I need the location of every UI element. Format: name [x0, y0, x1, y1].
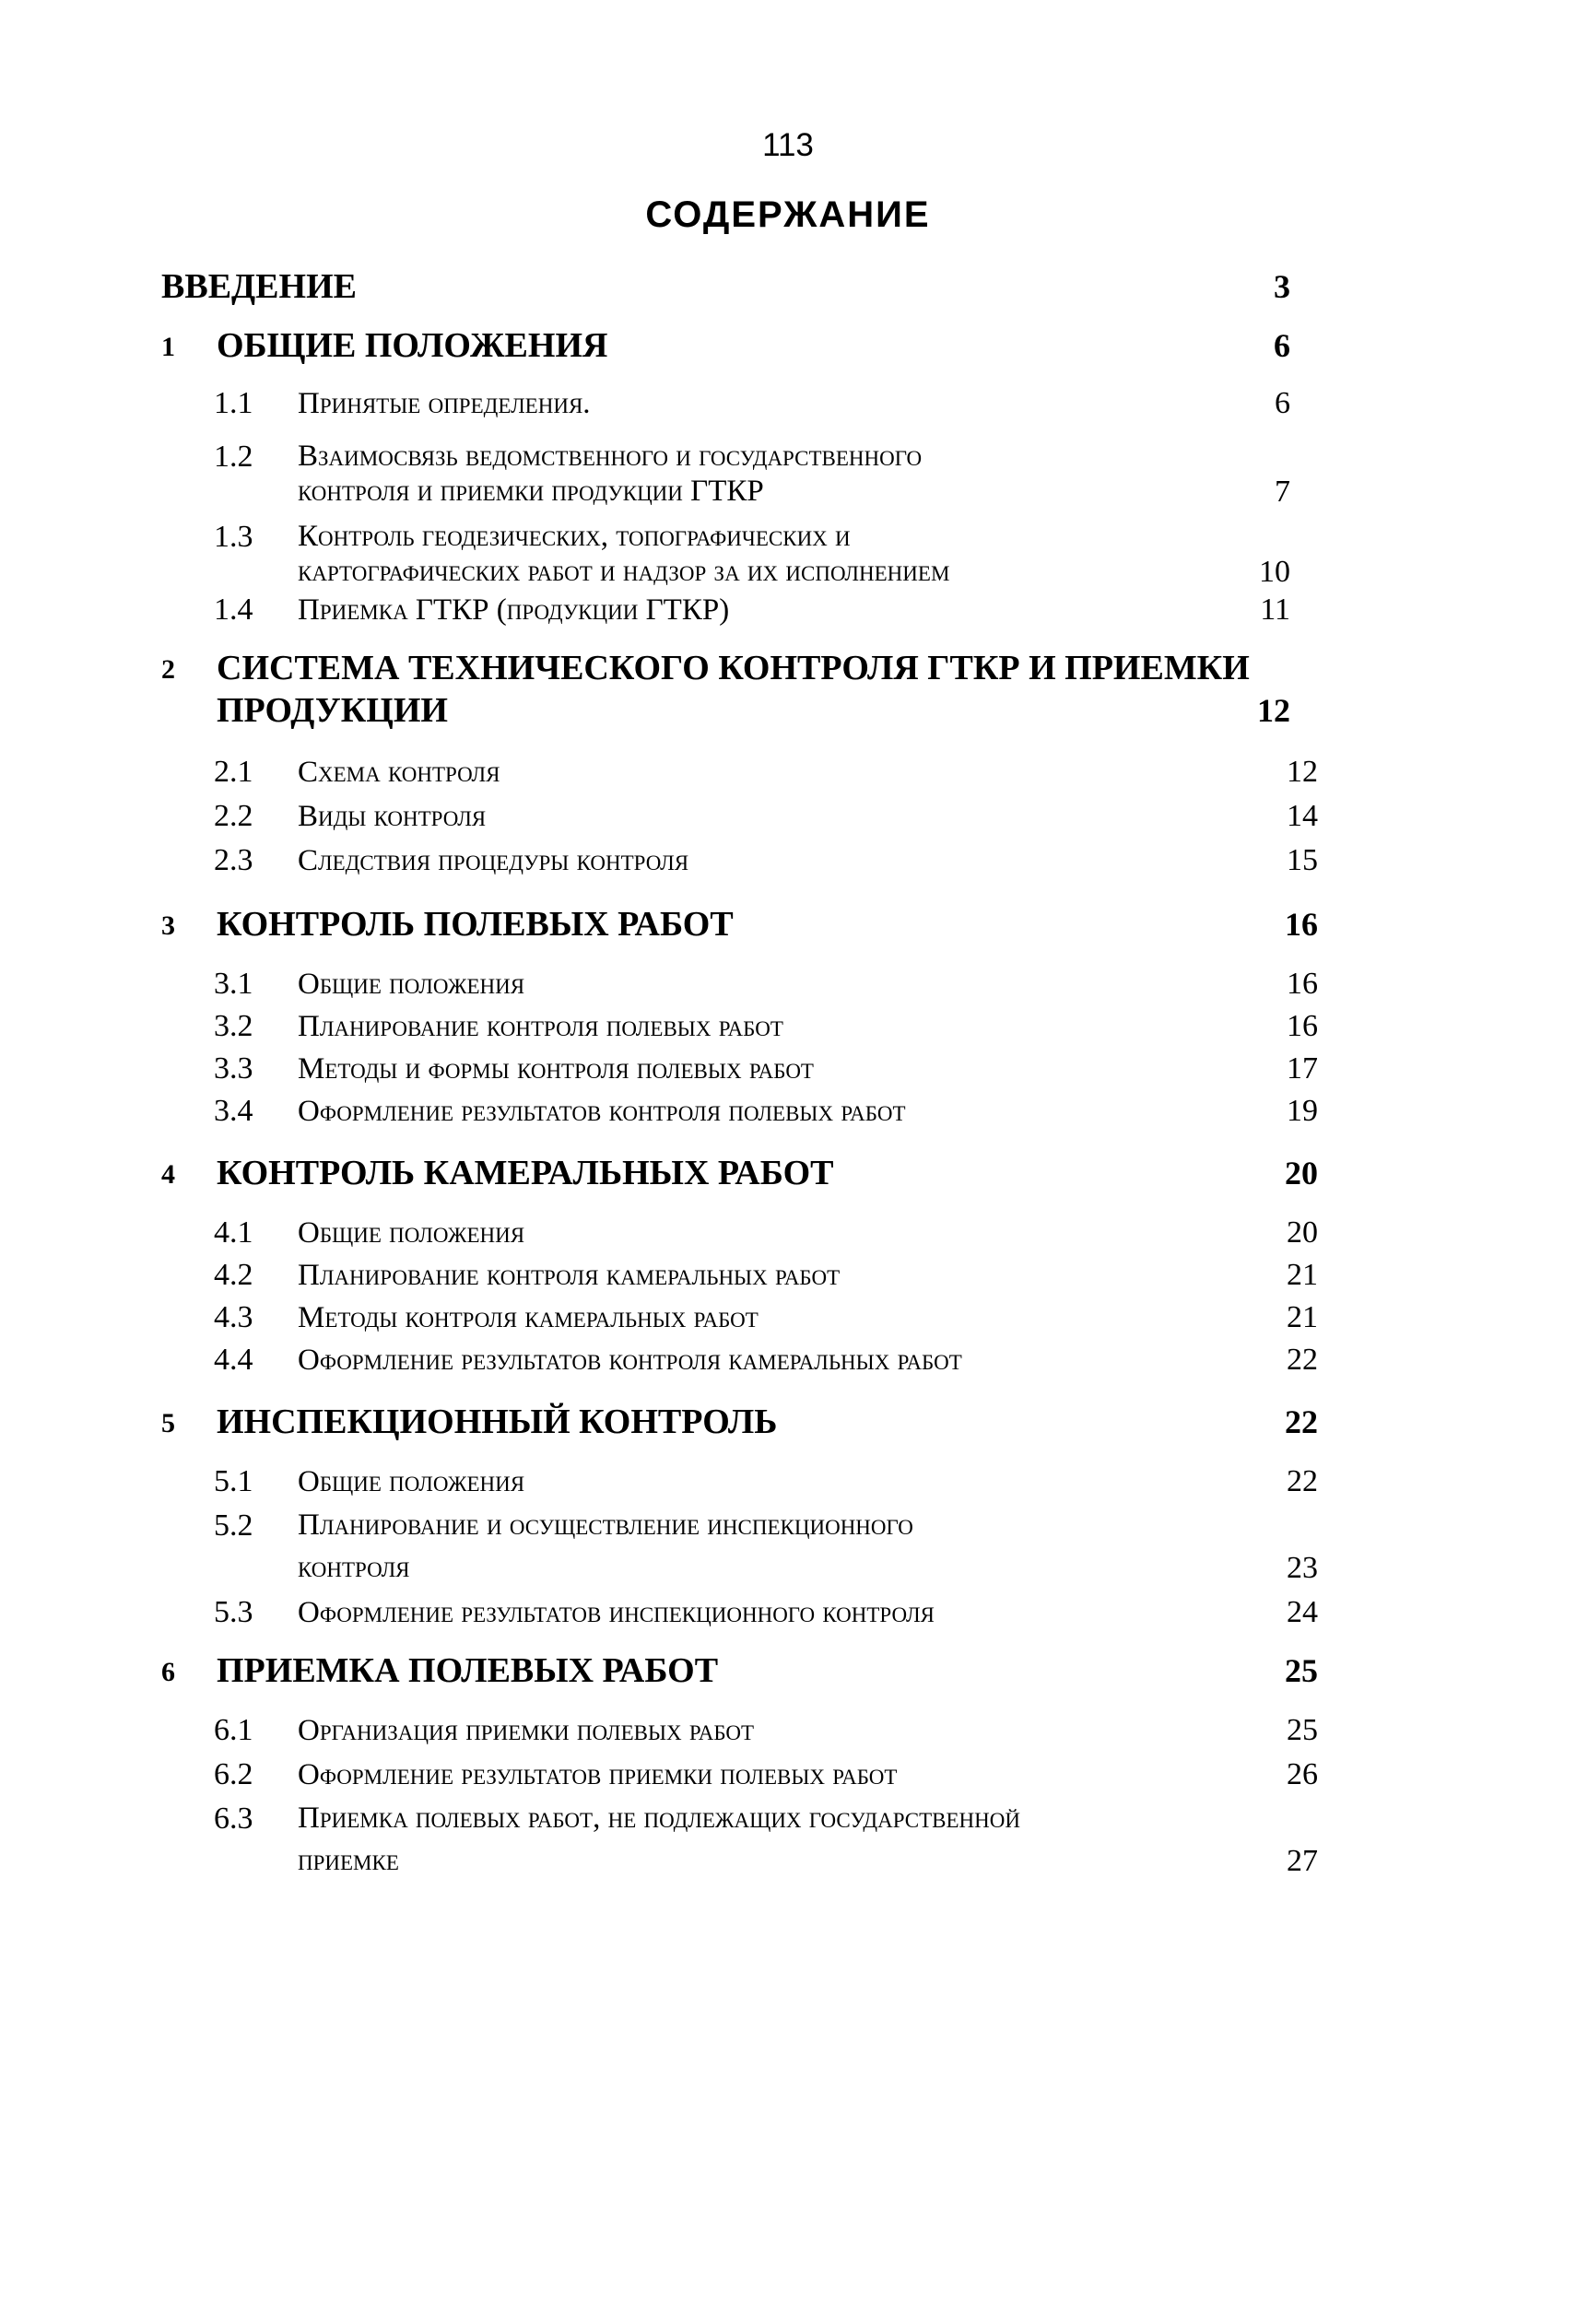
entry-number: 5.1: [214, 1464, 253, 1498]
entry-page-number: 16: [1287, 967, 1318, 1001]
entry-number: 4.3: [214, 1300, 253, 1334]
entry-page-number: 12: [1257, 692, 1290, 729]
entry-page-number: 7: [1275, 475, 1290, 509]
entry-number: 4.2: [214, 1258, 253, 1292]
entry-title-line: Организация приемки полевых работ: [298, 1714, 755, 1747]
entry-number: 5: [161, 1408, 175, 1438]
entry-number: 2: [161, 654, 175, 685]
entry-title: [217, 1649, 718, 1692]
entry-title-line: Виды контроля: [298, 800, 487, 833]
entry-title-line: ПРОДУКЦИИ: [217, 691, 448, 730]
entry-title-line: Общие положения: [298, 1216, 525, 1250]
entry-title-line: Взаимосвязь ведомственного и государственного: [298, 440, 923, 473]
entry-title-line: Методы контроля камеральных работ: [298, 1301, 759, 1334]
entry-title-line: Приемка полевых работ, не подлежащих государственной: [298, 1802, 1020, 1835]
entry-number: 4.4: [214, 1343, 253, 1377]
entry-page-number: 12: [1287, 755, 1318, 789]
entry-number: 3.3: [214, 1051, 253, 1086]
entry-title: [217, 903, 734, 945]
entry-title-line: Приемка ГТКР (продукции ГТКР): [298, 593, 730, 627]
entry-page-number: 23: [1287, 1551, 1318, 1585]
entry-number: 1: [161, 332, 175, 362]
entry-number: 6.2: [214, 1757, 253, 1791]
entry-title: [298, 519, 949, 589]
entry-number: 3.1: [214, 967, 253, 1001]
entry-title-line: Методы и формы контроля полевых работ: [298, 1052, 814, 1086]
entry-title-line: контроля и приемки продукции ГТКР: [298, 475, 764, 508]
entry-page-number: 10: [1259, 555, 1290, 589]
entry-title-line: ПРИЕМКА ПОЛЕВЫХ РАБОТ: [217, 1651, 719, 1690]
entry-title: [298, 592, 729, 628]
entry-page-number: 25: [1285, 1652, 1318, 1689]
entry-title: [298, 1215, 524, 1251]
entry-title: [298, 1008, 783, 1045]
entry-title: [298, 966, 524, 1003]
entry-number: 1.2: [214, 440, 253, 474]
entry-number: 1.3: [214, 520, 253, 554]
entry-title-line: Оформление результатов приемки полевых работ: [298, 1758, 898, 1791]
entry-number: 1.1: [214, 386, 253, 420]
entry-page-number: 20: [1287, 1215, 1318, 1250]
entry-page-number: 21: [1287, 1300, 1318, 1334]
entry-title-line: Оформление результатов инспекционного контроля: [298, 1596, 935, 1629]
entry-page-number: 22: [1287, 1464, 1318, 1498]
page-number: 113: [762, 127, 814, 163]
entry-title: [298, 1508, 913, 1585]
entry-title: [298, 798, 486, 835]
entry-page-number: 24: [1287, 1595, 1318, 1629]
entry-number: 4.1: [214, 1215, 253, 1250]
entry-page-number: 6: [1275, 386, 1290, 420]
entry-title-line: Планирование и осуществление инспекционного: [298, 1508, 913, 1542]
entry-number: 6.3: [214, 1802, 253, 1836]
entry-title-line: СИСТЕМА ТЕХНИЧЕСКОГО КОНТРОЛЯ ГТКР И ПРИЕМКИ: [217, 649, 1250, 687]
entry-page-number: 22: [1287, 1343, 1318, 1377]
entry-title: [298, 439, 922, 509]
entry-number: 6: [161, 1657, 175, 1687]
entry-number: 2.1: [214, 755, 253, 789]
entry-number: 3: [161, 910, 175, 941]
entry-title-line: Общие положения: [298, 1465, 525, 1498]
entry-number: 3.2: [214, 1009, 253, 1043]
entry-title-line: КОНТРОЛЬ КАМЕРАЛЬНЫХ РАБОТ: [217, 1154, 834, 1192]
entry-page-number: 27: [1287, 1844, 1318, 1878]
entry-number: 5.2: [214, 1508, 253, 1543]
entry-page-number: 11: [1260, 593, 1290, 627]
entry-title-line: ВВЕДЕНИЕ: [161, 267, 357, 306]
entry-title-line: Принятые определения.: [298, 387, 591, 420]
entry-title-line: Схема контроля: [298, 756, 500, 789]
entry-title: [298, 842, 688, 879]
entry-number: 2.2: [214, 799, 253, 833]
entry-title-line: Планирование контроля камеральных работ: [298, 1259, 841, 1292]
entry-number: 5.3: [214, 1595, 253, 1629]
entry-title: [298, 1756, 897, 1793]
entry-page-number: 16: [1287, 1009, 1318, 1043]
entry-page-number: 22: [1285, 1403, 1318, 1440]
entry-title-line: ОБЩИЕ ПОЛОЖЕНИЯ: [217, 326, 608, 365]
entry-title-line: Следствия процедуры контроля: [298, 844, 689, 877]
entry-title: [298, 1463, 524, 1500]
entry-page-number: 16: [1285, 906, 1318, 943]
entry-number: 2.3: [214, 843, 253, 877]
entry-page-number: 21: [1287, 1258, 1318, 1292]
entry-title: [161, 265, 357, 308]
entry-page-number: 3: [1274, 268, 1290, 305]
entry-page-number: 17: [1287, 1051, 1318, 1086]
entry-title: [298, 1299, 759, 1336]
entry-page-number: 14: [1287, 799, 1318, 833]
entry-title: [217, 647, 1250, 732]
entry-title: [298, 1342, 962, 1379]
entry-title-line: приемке: [298, 1844, 399, 1877]
entry-number: 1.4: [214, 593, 253, 627]
entry-title: [217, 1401, 777, 1443]
entry-title: [298, 385, 591, 422]
entry-title-line: КОНТРОЛЬ ПОЛЕВЫХ РАБОТ: [217, 905, 734, 944]
entry-title-line: Оформление результатов контроля камеральных работ: [298, 1344, 962, 1377]
entry-page-number: 20: [1285, 1155, 1318, 1191]
entry-title-line: Контроль геодезических, топографических и: [298, 520, 851, 553]
entry-page-number: 19: [1287, 1094, 1318, 1128]
page-title: СОДЕРЖАНИЕ: [645, 194, 931, 235]
entry-page-number: 15: [1287, 843, 1318, 877]
entry-title: [298, 1801, 1020, 1878]
entry-page-number: 25: [1287, 1713, 1318, 1747]
entry-title-line: Оформление результатов контроля полевых работ: [298, 1095, 906, 1128]
entry-title: [298, 1093, 906, 1130]
entry-title-line: Общие положения: [298, 968, 525, 1001]
entry-number: 3.4: [214, 1094, 253, 1128]
entry-title: [217, 1152, 833, 1194]
entry-title-line: Планирование контроля полевых работ: [298, 1010, 783, 1043]
entry-title-line: картографических работ и надзор за их исполнением: [298, 555, 950, 588]
entry-title: [298, 1594, 935, 1631]
entry-title: [217, 324, 607, 367]
entry-title-line: контроля: [298, 1551, 410, 1584]
entry-title: [298, 1257, 840, 1294]
entry-page-number: 26: [1287, 1757, 1318, 1791]
entry-title-line: ИНСПЕКЦИОННЫЙ КОНТРОЛЬ: [217, 1403, 778, 1441]
entry-number: 4: [161, 1159, 175, 1190]
entry-title: [298, 1712, 754, 1749]
entry-page-number: 6: [1274, 327, 1290, 364]
entry-title: [298, 754, 500, 791]
entry-number: 6.1: [214, 1713, 253, 1747]
entry-title: [298, 1050, 814, 1087]
